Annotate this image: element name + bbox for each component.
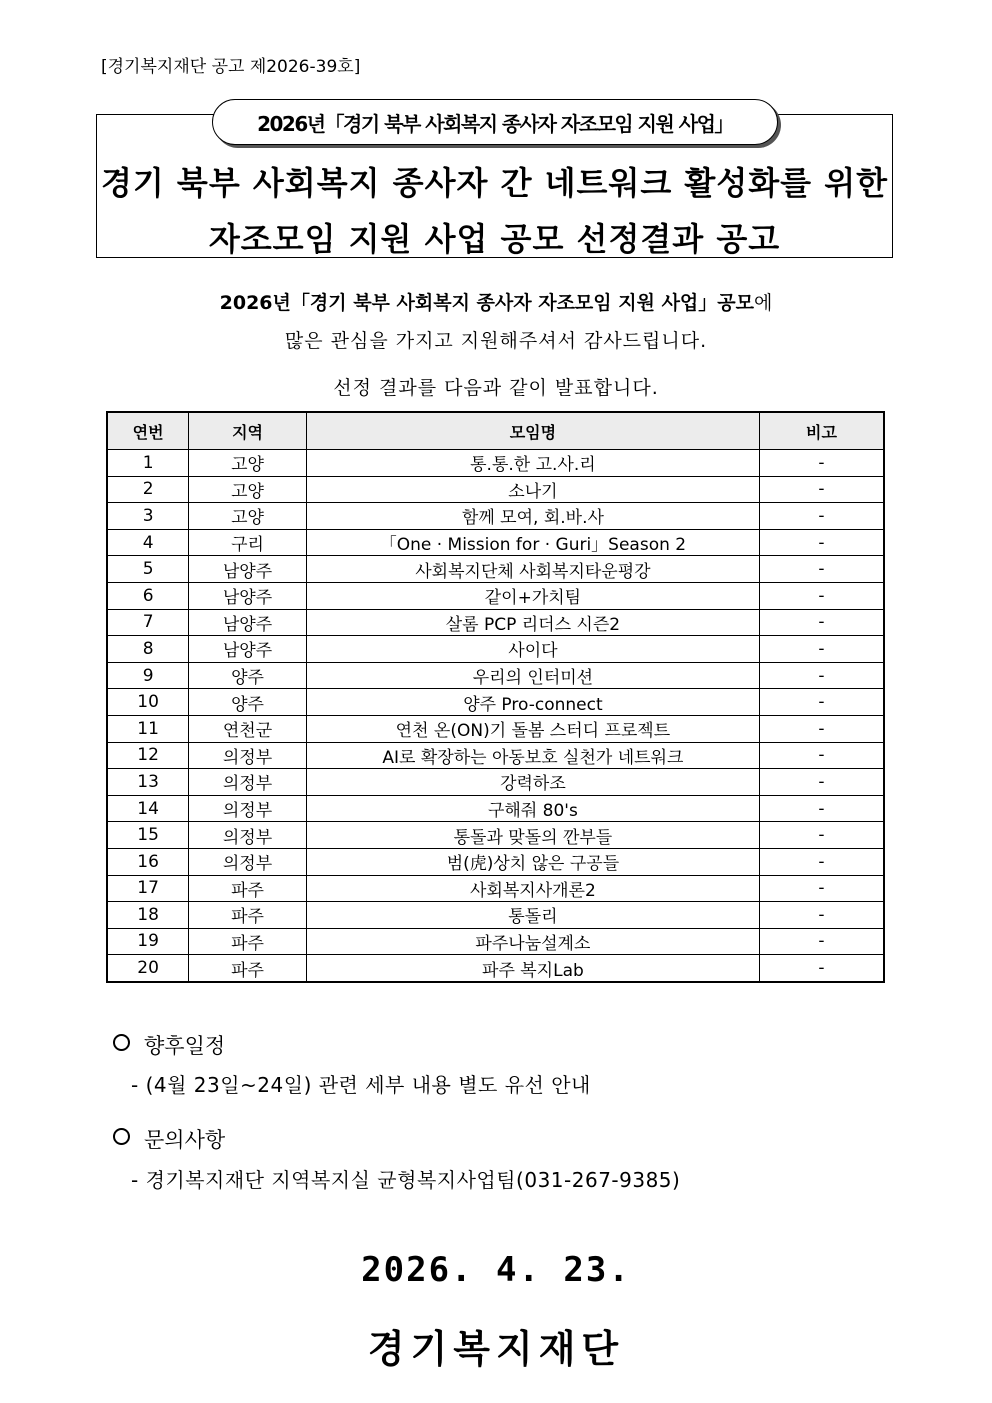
cell-number: 18: [107, 902, 189, 929]
cell-region: 남양주: [189, 582, 307, 609]
banner-pill: 2026년「경기 북부 사회복지 종사자 자조모임 지원 사업」: [212, 99, 778, 145]
announcement-date: 2026. 4. 23.: [361, 1250, 631, 1290]
cell-number: 4: [107, 529, 189, 556]
cell-remarks: -: [760, 582, 885, 609]
table-row: [107, 689, 884, 716]
cell-remarks: -: [760, 822, 885, 849]
cell-remarks: -: [760, 928, 885, 955]
cell-remarks: -: [760, 689, 885, 716]
cell-number: 17: [107, 875, 189, 902]
cell-remarks: -: [760, 902, 885, 929]
cell-region: 의정부: [189, 822, 307, 849]
notice-number: [경기복지재단 공고 제2026-39호]: [101, 57, 361, 77]
cell-number: 1: [107, 450, 189, 477]
table-row: [107, 529, 884, 556]
cell-group-name: 「One · Mission for · Guri」Season 2: [306, 529, 759, 556]
page-title-line-1: 경기 북부 사회복지 종사자 간 네트워크 활성화를 위한: [100, 164, 889, 202]
header-group-name: 모임명: [306, 412, 759, 450]
cell-number: 16: [107, 848, 189, 875]
table-body: [107, 450, 884, 982]
inquiry-detail: - 경기복지재단 지역복지실 균형복지사업팀(031-267-9385): [131, 1168, 681, 1192]
header-region: 지역: [189, 412, 307, 450]
cell-number: 15: [107, 822, 189, 849]
cell-group-name: 통돌과 맞돌의 깐부들: [306, 822, 759, 849]
cell-group-name: 같이+가치팀: [306, 582, 759, 609]
cell-region: 양주: [189, 689, 307, 716]
table-row: [107, 556, 884, 583]
cell-remarks: -: [760, 795, 885, 822]
table-row: [107, 715, 884, 742]
cell-number: 10: [107, 689, 189, 716]
cell-number: 20: [107, 955, 189, 982]
cell-remarks: -: [760, 715, 885, 742]
table-row: [107, 769, 884, 796]
cell-region: 남양주: [189, 636, 307, 663]
circle-bullet-icon: [113, 1128, 130, 1145]
cell-region: 남양주: [189, 609, 307, 636]
cell-group-name: 파주나눔설계소: [306, 928, 759, 955]
cell-number: 5: [107, 556, 189, 583]
table-row: [107, 848, 884, 875]
cell-number: 11: [107, 715, 189, 742]
cell-number: 14: [107, 795, 189, 822]
table-row: [107, 902, 884, 929]
table-row: [107, 609, 884, 636]
schedule-heading: [113, 1030, 225, 1060]
cell-region: 의정부: [189, 795, 307, 822]
cell-remarks: -: [760, 662, 885, 689]
cell-region: 고양: [189, 450, 307, 477]
cell-region: 파주: [189, 928, 307, 955]
table-row: [107, 662, 884, 689]
cell-number: 3: [107, 503, 189, 530]
cell-region: 고양: [189, 503, 307, 530]
cell-number: 9: [107, 662, 189, 689]
cell-group-name: 범(虎)상치 않은 구공들: [306, 848, 759, 875]
cell-remarks: -: [760, 476, 885, 503]
cell-remarks: -: [760, 529, 885, 556]
cell-region: 파주: [189, 902, 307, 929]
cell-remarks: -: [760, 636, 885, 663]
circle-bullet-icon: [113, 1034, 130, 1051]
inquiry-heading-label: 문의사항: [144, 1128, 226, 1152]
cell-remarks: -: [760, 503, 885, 530]
intro-line-2: 많은 관심을 가지고 지원해주셔서 감사드립니다.: [284, 330, 708, 352]
intro-line-3: 선정 결과를 다음과 같이 발표합니다.: [333, 377, 659, 399]
cell-group-name: 사회복지사개론2: [306, 875, 759, 902]
cell-group-name: AI로 확장하는 아동보호 실천가 네트워크: [306, 742, 759, 769]
intro-line-1-rest: 에: [754, 292, 773, 314]
cell-number: 13: [107, 769, 189, 796]
table-row: [107, 476, 884, 503]
cell-region: 의정부: [189, 769, 307, 796]
table-row: [107, 582, 884, 609]
cell-region: 고양: [189, 476, 307, 503]
cell-group-name: 통돌리: [306, 902, 759, 929]
cell-region: 양주: [189, 662, 307, 689]
cell-group-name: 구해줘 80's: [306, 795, 759, 822]
intro-line-1-bold: 2026년「경기 북부 사회복지 종사자 자조모임 지원 사업」공모: [219, 292, 754, 314]
cell-region: 파주: [189, 875, 307, 902]
cell-remarks: -: [760, 742, 885, 769]
results-table: [106, 411, 885, 983]
cell-remarks: -: [760, 955, 885, 982]
cell-region: 연천군: [189, 715, 307, 742]
cell-number: 8: [107, 636, 189, 663]
cell-group-name: 살롬 PCP 리더스 시즌2: [306, 609, 759, 636]
cell-number: 7: [107, 609, 189, 636]
cell-number: 6: [107, 582, 189, 609]
schedule-detail: - (4월 23일~24일) 관련 세부 내용 별도 유선 안내: [131, 1073, 591, 1097]
cell-group-name: 강력하조: [306, 769, 759, 796]
cell-remarks: -: [760, 875, 885, 902]
cell-remarks: -: [760, 769, 885, 796]
table-row: [107, 928, 884, 955]
table-row: [107, 450, 884, 477]
cell-region: 구리: [189, 529, 307, 556]
cell-group-name: 사회복지단체 사회복지타운평강: [306, 556, 759, 583]
cell-region: 파주: [189, 955, 307, 982]
table-row: [107, 503, 884, 530]
inquiry-heading: [113, 1124, 225, 1154]
cell-number: 2: [107, 476, 189, 503]
cell-remarks: -: [760, 609, 885, 636]
page-title-line-2: 자조모임 지원 사업 공모 선정결과 공고: [208, 220, 781, 258]
table-header-row: [107, 412, 884, 450]
intro-line-1: [0, 288, 992, 315]
cell-group-name: 양주 Pro-connect: [306, 689, 759, 716]
cell-number: 19: [107, 928, 189, 955]
cell-group-name: 사이다: [306, 636, 759, 663]
table-row: [107, 742, 884, 769]
header-number: 연번: [107, 412, 189, 450]
header-remarks: 비고: [760, 412, 885, 450]
table-row: [107, 875, 884, 902]
cell-group-name: 연천 온(ON)기 돌봄 스터디 프로젝트: [306, 715, 759, 742]
cell-number: 12: [107, 742, 189, 769]
schedule-heading-label: 향후일정: [144, 1034, 226, 1058]
cell-group-name: 우리의 인터미션: [306, 662, 759, 689]
cell-region: 의정부: [189, 742, 307, 769]
table-row: [107, 636, 884, 663]
table-row: [107, 822, 884, 849]
cell-group-name: 소나기: [306, 476, 759, 503]
organization-name: 경기복지재단: [367, 1327, 625, 1371]
cell-remarks: -: [760, 450, 885, 477]
cell-region: 의정부: [189, 848, 307, 875]
cell-group-name: 통.통.한 고.사.리: [306, 450, 759, 477]
cell-group-name: 파주 복지Lab: [306, 955, 759, 982]
cell-group-name: 함께 모여, 회.바.사: [306, 503, 759, 530]
table-row: [107, 795, 884, 822]
cell-remarks: -: [760, 848, 885, 875]
cell-remarks: -: [760, 556, 885, 583]
cell-region: 남양주: [189, 556, 307, 583]
table-row: [107, 955, 884, 982]
